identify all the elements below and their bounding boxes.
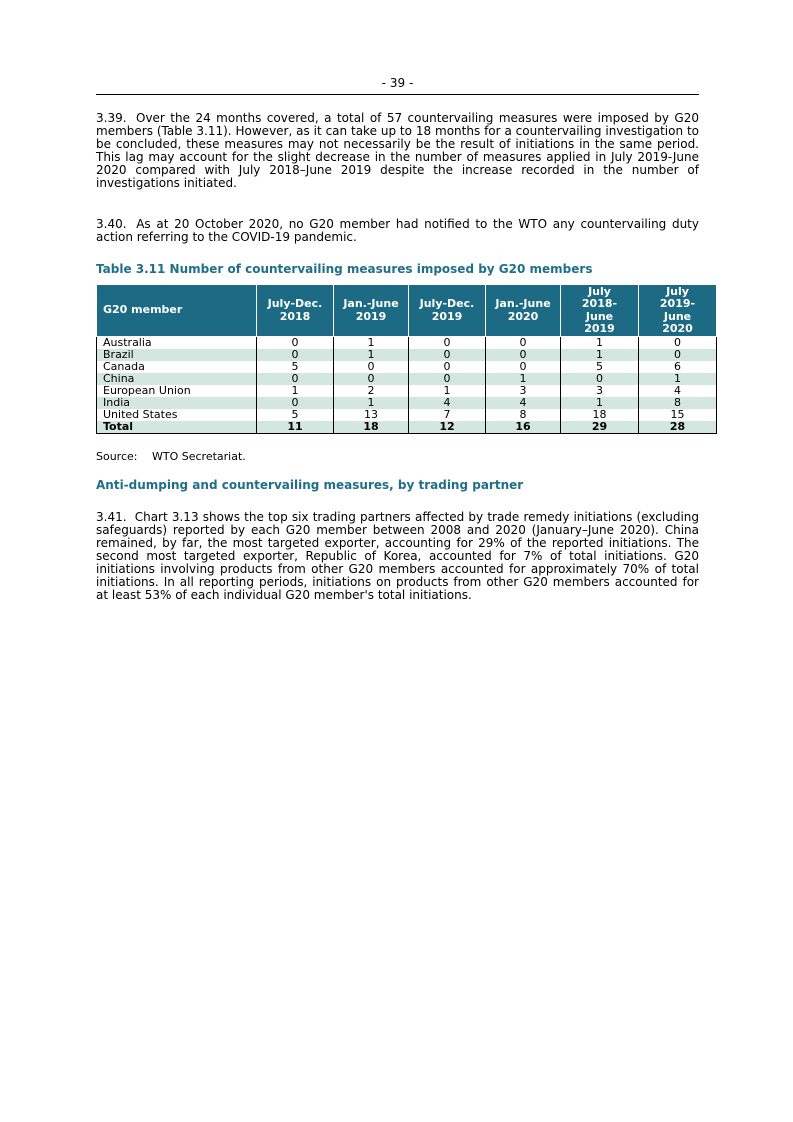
member-cell: Australia [97, 337, 257, 350]
value-cell: 0 [334, 361, 409, 373]
value-cell: 18 [334, 421, 409, 434]
value-cell: 0 [561, 373, 639, 385]
table-title: Table 3.11 Number of countervailing measures imposed by G20 members [96, 262, 593, 276]
paragraph-3-41 [96, 511, 699, 602]
member-cell: Canada [97, 361, 257, 373]
value-cell: 0 [409, 349, 486, 361]
value-cell: 3 [561, 385, 639, 397]
table-row [97, 409, 717, 421]
value-cell: 1 [561, 349, 639, 361]
paragraph-number: 3.39. [96, 111, 127, 125]
value-cell: 0 [486, 349, 561, 361]
paragraph-number: 3.40. [96, 217, 127, 231]
value-cell: 12 [409, 421, 486, 434]
value-cell: 0 [486, 337, 561, 350]
paragraph-3-40 [96, 218, 699, 244]
value-cell: 1 [561, 397, 639, 409]
header-rule [96, 94, 699, 95]
value-cell: 0 [409, 373, 486, 385]
countervailing-measures-table [96, 284, 717, 434]
value-cell: 3 [486, 385, 561, 397]
table-header-row [97, 285, 717, 337]
table-source-note [96, 450, 246, 463]
table-row [97, 361, 717, 373]
value-cell: 5 [257, 409, 334, 421]
value-cell: 1 [334, 397, 409, 409]
value-cell: 4 [639, 385, 717, 397]
value-cell: 4 [486, 397, 561, 409]
value-cell: 1 [409, 385, 486, 397]
value-cell: 28 [639, 421, 717, 434]
value-cell: 0 [257, 349, 334, 361]
value-cell: 15 [639, 409, 717, 421]
column-header: Jan.-June 2019 [334, 285, 409, 337]
member-cell: China [97, 373, 257, 385]
member-cell: United States [97, 409, 257, 421]
section-heading: Anti-dumping and countervailing measures, by trading partner [96, 478, 524, 492]
member-cell: Total [97, 421, 257, 434]
value-cell: 0 [334, 373, 409, 385]
value-cell: 0 [409, 337, 486, 350]
value-cell: 18 [561, 409, 639, 421]
paragraph-text: As at 20 October 2020, no G20 member had notified to the WTO any countervailing duty action referring to the COVID-19 pandemic. [96, 217, 699, 244]
column-header: July-Dec. 2019 [409, 285, 486, 337]
value-cell: 6 [639, 361, 717, 373]
member-cell: European Union [97, 385, 257, 397]
value-cell: 5 [561, 361, 639, 373]
value-cell: 0 [639, 337, 717, 350]
value-cell: 0 [257, 373, 334, 385]
value-cell: 0 [257, 337, 334, 350]
value-cell: 11 [257, 421, 334, 434]
table-row [97, 397, 717, 409]
column-header: Jan.-June 2020 [486, 285, 561, 337]
table-row [97, 385, 717, 397]
value-cell: 0 [486, 361, 561, 373]
value-cell: 0 [639, 349, 717, 361]
value-cell: 29 [561, 421, 639, 434]
value-cell: 1 [334, 337, 409, 350]
paragraph-3-39 [96, 112, 699, 190]
value-cell: 0 [257, 397, 334, 409]
member-cell: India [97, 397, 257, 409]
value-cell: 1 [639, 373, 717, 385]
column-header: July 2018-June 2019 [561, 285, 639, 337]
member-cell: Brazil [97, 349, 257, 361]
page-number: - 39 - [381, 76, 414, 90]
table-total-row [97, 421, 717, 434]
table-row [97, 337, 717, 350]
paragraph-text: Chart 3.13 shows the top six trading partners affected by trade remedy initiations (excluding safeguards) reported by each G20 member between 2008 and 2020 (January–June 2020). China remained, by far, the most targeted exporter, accounting for 29% of the reported initiations. The second most targeted exporter, Republic of Korea, accounted for 7% of total initiations. G20 initiations involving products from other G20 members accounted for approximately 70% of total initiations. In all reporting periods, initiations on products from other G20 members accounted for at least 53% of each individual G20 member's total initiations. [96, 510, 699, 602]
value-cell: 1 [561, 337, 639, 350]
value-cell: 0 [409, 361, 486, 373]
value-cell: 2 [334, 385, 409, 397]
value-cell: 1 [257, 385, 334, 397]
value-cell: 8 [639, 397, 717, 409]
value-cell: 13 [334, 409, 409, 421]
column-header: G20 member [97, 285, 257, 337]
value-cell: 16 [486, 421, 561, 434]
value-cell: 5 [257, 361, 334, 373]
source-text: WTO Secretariat. [152, 450, 246, 463]
value-cell: 8 [486, 409, 561, 421]
value-cell: 4 [409, 397, 486, 409]
paragraph-number: 3.41. [96, 510, 127, 524]
value-cell: 1 [334, 349, 409, 361]
value-cell: 7 [409, 409, 486, 421]
paragraph-text: Over the 24 months covered, a total of 57 countervailing measures were imposed by G20 members (Table 3.11). However, as it can take up to 18 months for a countervailing investigation to be concluded, these measures may not necessarily be the result of initiations in the same period. This lag may account for the slight decrease in the number of measures applied in July 2019-June 2020 compared with July 2018–June 2019 despite the increase recorded in the number of investigations initiated. [96, 111, 699, 190]
source-label: Source: [96, 450, 138, 463]
column-header: July 2019-June 2020 [639, 285, 717, 337]
column-header: July-Dec. 2018 [257, 285, 334, 337]
table-row [97, 349, 717, 361]
value-cell: 1 [486, 373, 561, 385]
